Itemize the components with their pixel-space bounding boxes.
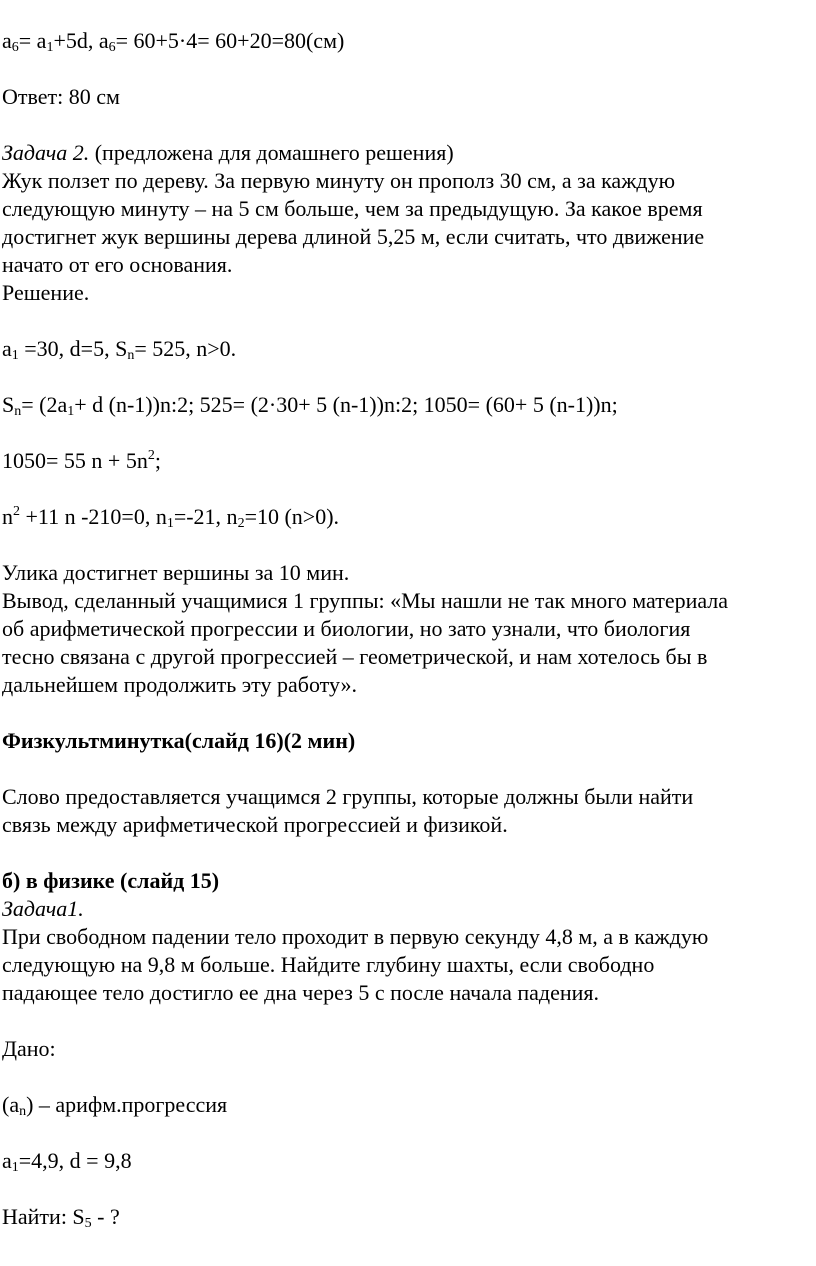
text: 1050= 55 n + 5n [2,448,148,473]
paragraph-line: Слово предоставляется учащимся 2 группы, которые должны были найти [2,784,694,809]
progression-line [2,1091,814,1119]
subscript: 1 [166,516,174,531]
subscript: 1 [11,1160,19,1175]
subscript: 1 [11,348,19,363]
paragraph-line: дальнейшем продолжить эту работу». [2,672,358,697]
task-label: Задача 2. [2,140,90,165]
text: a [2,336,12,361]
task2-heading [2,139,814,167]
superscript: 2 [147,448,155,463]
text: = (2a [21,392,68,417]
text: a [2,28,12,53]
text: =30, d=5, S [18,336,128,361]
paragraph-line: связь между арифметической прогрессией и физикой. [2,812,508,837]
text: ; [154,448,161,473]
paragraph-line: начато от его основания. [2,252,233,277]
text: = 60+5·4= 60+20=80(см) [115,28,345,53]
solution-label: Решение. [2,280,90,305]
section-heading: Физкультминутка(слайд 16)(2 мин) [2,728,356,753]
text: +5d, a [53,28,109,53]
paragraph-line: об арифметической прогрессии и биологии, но зато узнали, что биология [2,616,691,641]
task-label: Задача1. [2,896,84,921]
subscript: n [19,1104,27,1119]
paragraph-line: тесно связана с другой прогрессией – геометрической, и нам хотелось бы в [2,644,708,669]
text: a [2,1148,12,1173]
paragraph-line: Жук ползет по дереву. За первую минуту он прополз 30 см, а за каждую [2,168,676,193]
text: n [2,504,13,529]
given-label: Дано: [2,1036,56,1061]
task-note: (предложена для домашнего решения) [89,140,454,165]
text: ) – арифм.прогрессия [26,1092,228,1117]
section-heading: б) в физике (слайд 15) [2,868,220,893]
text: = 525, n>0. [134,336,237,361]
subscript: 1 [46,40,54,55]
equation-line [2,447,814,475]
text: S [2,392,15,417]
paragraph-line: следующую минуту – на 5 см больше, чем за предыдущую. За какое время [2,196,703,221]
superscript: 2 [13,504,20,519]
subscript: n [14,404,22,419]
subscript: 1 [67,404,75,419]
text: =10 (n>0). [244,504,340,529]
formula-a6 [2,27,814,55]
subscript: 6 [108,40,116,55]
result-line: Улика достигнет вершины за 10 мин. [2,560,350,585]
sum-formula [2,391,814,419]
answer-line: Ответ: 80 см [2,84,120,109]
text: = a [18,28,47,53]
text: Найти: S [2,1204,85,1229]
subscript: n [127,348,135,363]
paragraph-line: падающее тело достигло ее дна через 5 с после начала падения. [2,980,600,1005]
find-line [2,1203,814,1231]
document-page [2,27,814,1231]
subscript: 6 [11,40,19,55]
text: + d (n-1))n:2; 525= (2·30+ 5 (n-1))n:2; 1050= (60+ 5 (n-1))n; [74,392,618,417]
paragraph-line: следующую на 9,8 м больше. Найдите глубину шахты, если свободно [2,952,655,977]
given-values [2,1147,814,1175]
text: =4,9, d = 9,8 [18,1148,132,1173]
paragraph-line: достигнет жук вершины дерева длиной 5,25 м, если считать, что движение [2,224,705,249]
quadratic-solution [2,503,814,531]
subscript: 2 [237,516,245,531]
text: =-21, n [173,504,238,529]
given-values [2,335,814,363]
paragraph-line: Вывод, сделанный учащимися 1 группы: «Мы нашли не так много материала [2,588,729,613]
text: +11 n -210=0, n [20,504,167,529]
text: - ? [91,1204,120,1229]
paragraph-line: При свободном падении тело проходит в первую секунду 4,8 м, а в каждую [2,924,709,949]
text: (a [2,1092,20,1117]
subscript: 5 [84,1216,92,1231]
